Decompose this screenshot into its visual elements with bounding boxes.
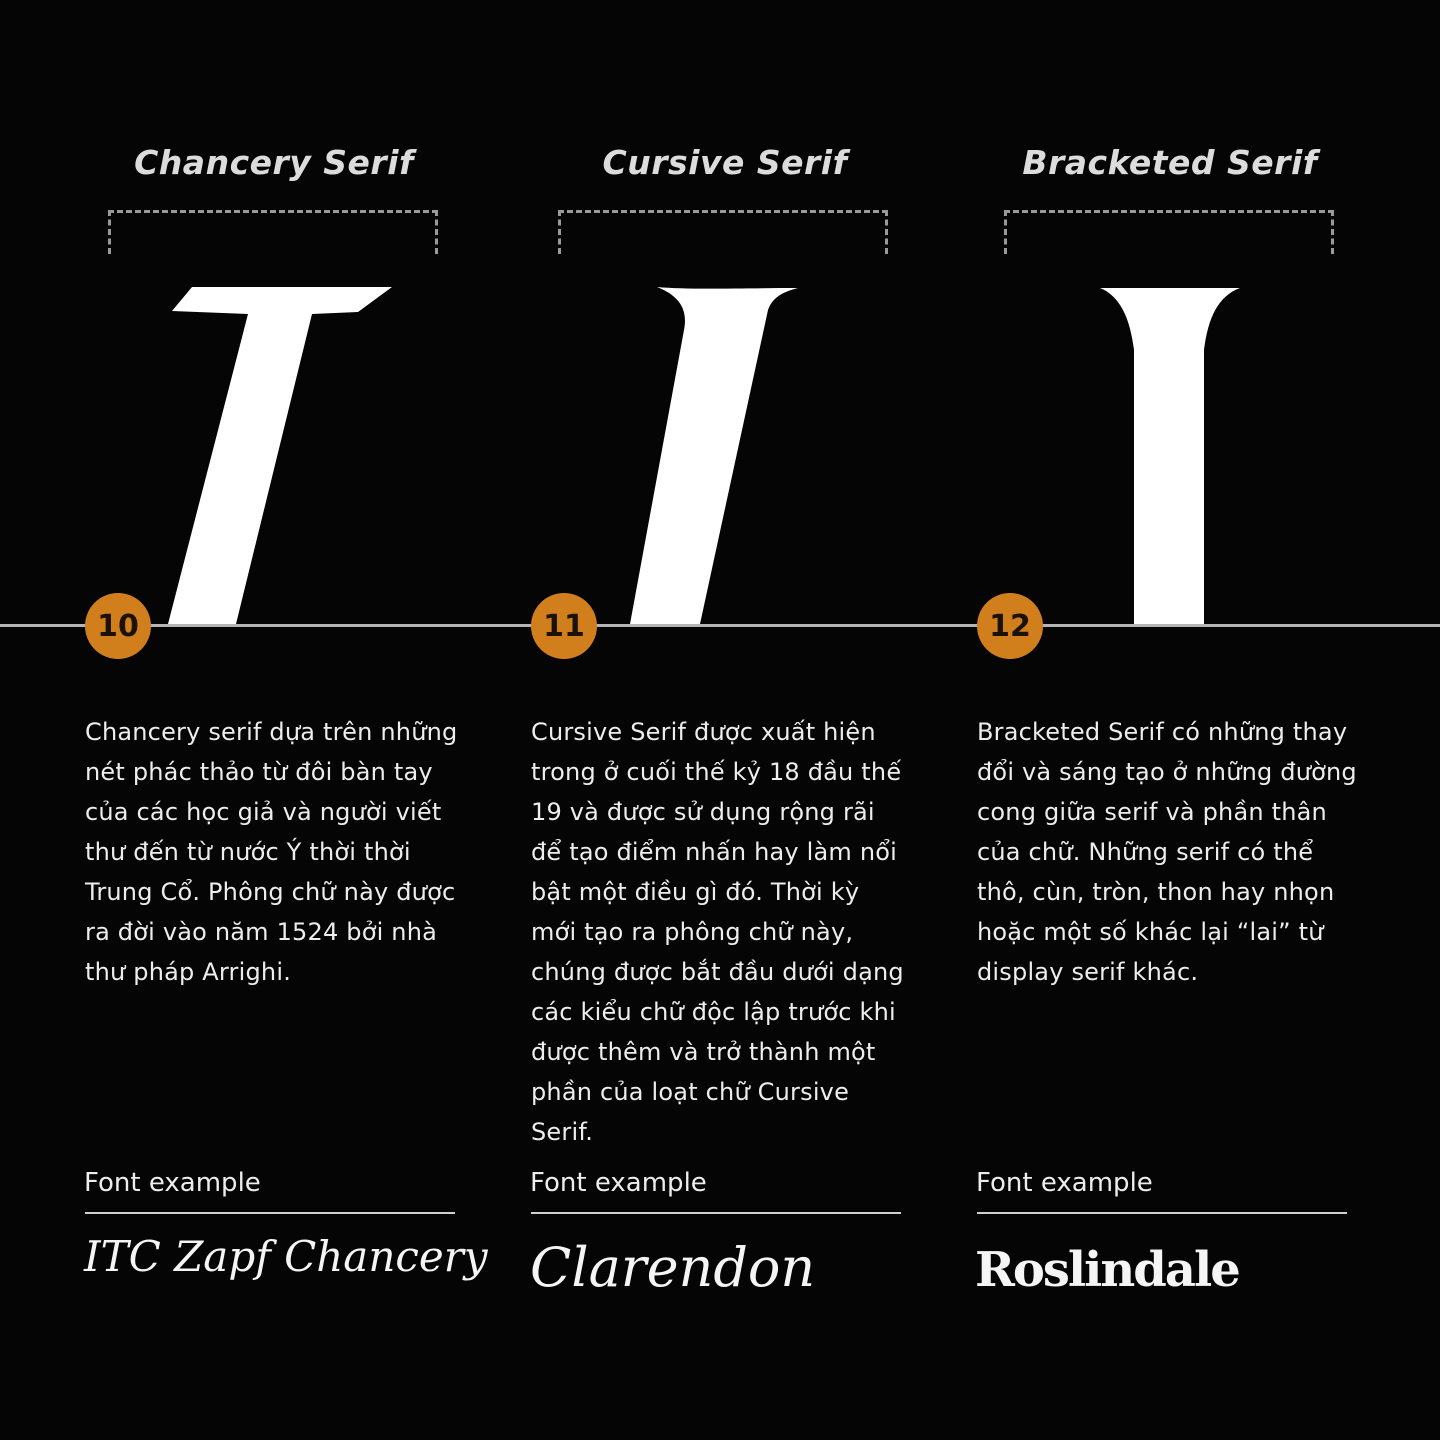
- number-badge-12: 12: [977, 593, 1043, 659]
- bracketed-i-glyph: [1100, 288, 1240, 624]
- baseline-rule: [0, 624, 1440, 627]
- chancery-t-glyph: [168, 287, 392, 624]
- chancery-serif-title: Chancery Serif: [134, 143, 414, 182]
- font-example-divider-2: [531, 1212, 901, 1214]
- font-example-divider-1: [85, 1212, 455, 1214]
- font-example-itc-zapf-chancery: ITC Zapf Chancery: [84, 1232, 488, 1281]
- number-badge-11: 11: [531, 593, 597, 659]
- chancery-description: Chancery serif dựa trên những nét phác thảo từ đôi bàn tay của các học giả và người viết thư đến từ nước Ý thời thời Trung Cổ. Phông chữ này được ra đời vào năm 1524 bởi nhà thư pháp Arrighi.: [85, 718, 458, 986]
- font-example-label-3: Font example: [976, 1168, 1153, 1198]
- serif-glyph-illustrations: [0, 0, 1440, 660]
- font-example-label-2: Font example: [530, 1168, 707, 1198]
- font-example-label-1: Font example: [84, 1168, 261, 1198]
- cursive-i-glyph: [630, 287, 798, 624]
- number-badge-10: 10: [85, 593, 151, 659]
- cursive-serif-title: Cursive Serif: [602, 143, 848, 182]
- font-example-roslindale: Roslindale: [975, 1242, 1239, 1298]
- cursive-description: Cursive Serif được xuất hiện trong ở cuối thế kỷ 18 đầu thế 19 và được sử dụng rộng rãi để tạo điểm nhấn hay làm nổi bật một điều gì đó. Thời kỳ mới tạo ra phông chữ này, chúng được bắt đầu dưới dạng các kiểu chữ độc lập trước khi được thêm và trở thành một phần của loạt chữ Cursive Serif.: [531, 718, 904, 1146]
- font-example-divider-3: [977, 1212, 1347, 1214]
- font-example-clarendon: Clarendon: [530, 1236, 816, 1299]
- bracketed-description: Bracketed Serif có những thay đổi và sáng tạo ở những đường cong giữa serif và phần thân của chữ. Những serif có thể thô, cùn, tròn, thon hay nhọn hoặc một số khác lại “lai” từ display serif khác.: [977, 718, 1357, 986]
- bracketed-serif-title: Bracketed Serif: [1022, 143, 1318, 182]
